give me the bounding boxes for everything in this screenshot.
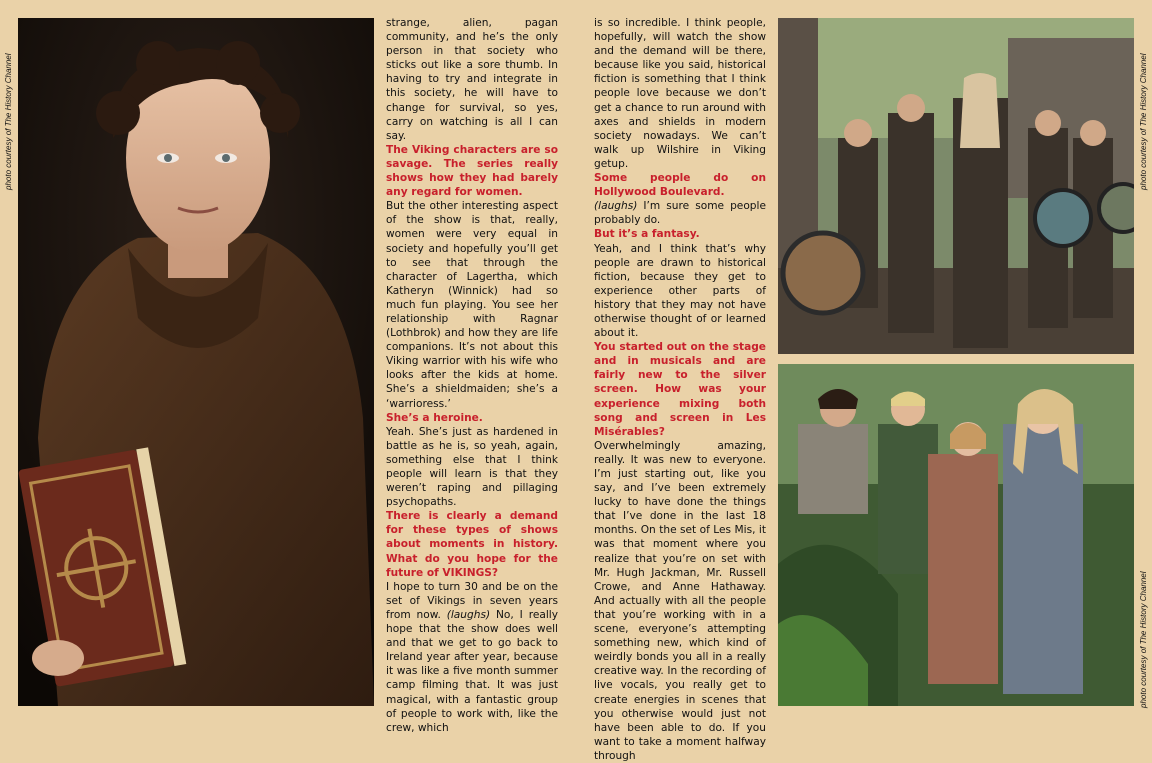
portrait-photo — [18, 18, 374, 706]
interview-answer: is so incredible. I think people, hopefully, will watch the show and the demand will be there, because like you said, historical fiction is something that I think people love because we don’t get a chance to run around with axes and shields in modern society nowadays. We can’t walk up Wilshire in Viking getup. — [594, 17, 766, 170]
interview-answer: strange, alien, pagan community, and he’s the only person in that society who sticks out like a sore thumb. In having to try and integrate in this society, he will have to change for survival, so yes, carry on watching is all I can say. — [386, 17, 558, 142]
interview-question: The Viking characters are so savage. The series really shows how they had barely any regard for women. — [386, 143, 558, 199]
interview-answer: Overwhelmingly amazing, really. It was new to everyone. I’m just starting out, like you say, and I’ve been extremely lucky to have done the things that I’ve done in the last 18 months. On the set of Les Mis, it was that moment where you realize that you’re on set with Mr. Hugh Jackman, Mr. Russell Crowe, and Anne Hathaway. And actually with all the people that you’re working with in a scene, everyone’s attempting something new, which kind of weirdly bonds you all in a really creative way. In the recording of live vocals, you really get to create energies in scenes that you otherwise would just not have been able to do. If you want to take a moment halfway through — [594, 439, 766, 762]
interview-answer: I hope to turn 30 and be on the set of Vikings in seven years from now. (laughs) No, I really hope that the show does well and that we get to go back to Ireland year after year, because it was like a five month summer camp filming that. It was just magical, with a fantastic group of people to work with, like the crew, which — [386, 580, 558, 734]
interview-question: But it’s a fantasy. — [594, 228, 700, 241]
interview-question: You started out on the stage and in musicals and are fairly new to the silver screen. How was your experience mixing both song and screen in Les Misérables? — [594, 341, 766, 438]
photo-credit-right-bottom: photo courtesy of The History Channel — [1139, 571, 1148, 708]
article-column-2 — [594, 16, 766, 763]
forest-photo — [778, 364, 1134, 706]
interview-answer: Yeah. She’s just as hardened in battle as he is, so yeah, again, something else that I think people will learn is that they weren’t raping and pillaging psychopaths. — [386, 425, 558, 509]
interview-answer: But the other interesting aspect of the show is that, really, women were very equal in society and hopefully you’ll get to see that through the character of Lagertha, which Katheryn (Winnick) had so much fun playing. You see her relationship with Ragnar (Lothbrok) and how they are life companions. It’s not about this Viking warrior with his wife who looks after the kids at home. She’s a shieldmaiden; she’s a ‘warrioress.’ — [386, 200, 558, 410]
article-column-1 — [386, 16, 558, 735]
photo-credit-left: photo courtesy of The History Channel — [4, 53, 13, 190]
stage-direction: (laughs) — [594, 200, 638, 213]
interview-question: Some people do on Hollywood Boulevard. — [594, 172, 766, 199]
stage-direction: (laughs) — [446, 608, 491, 621]
warriors-photo — [778, 18, 1134, 354]
interview-answer: (laughs) I’m sure some people probably do. — [594, 200, 766, 227]
interview-question: She’s a heroine. — [386, 411, 483, 424]
photo-credit-right-top: photo courtesy of The History Channel — [1139, 53, 1148, 190]
interview-answer: Yeah, and I think that’s why people are drawn to historical fiction, because they get to experience other parts of history that they may not have otherwise thought of or learned about it. — [594, 242, 766, 340]
interview-question: There is clearly a demand for these types of shows about moments in history. What do you hope for the future of VIKINGS? — [386, 510, 558, 579]
